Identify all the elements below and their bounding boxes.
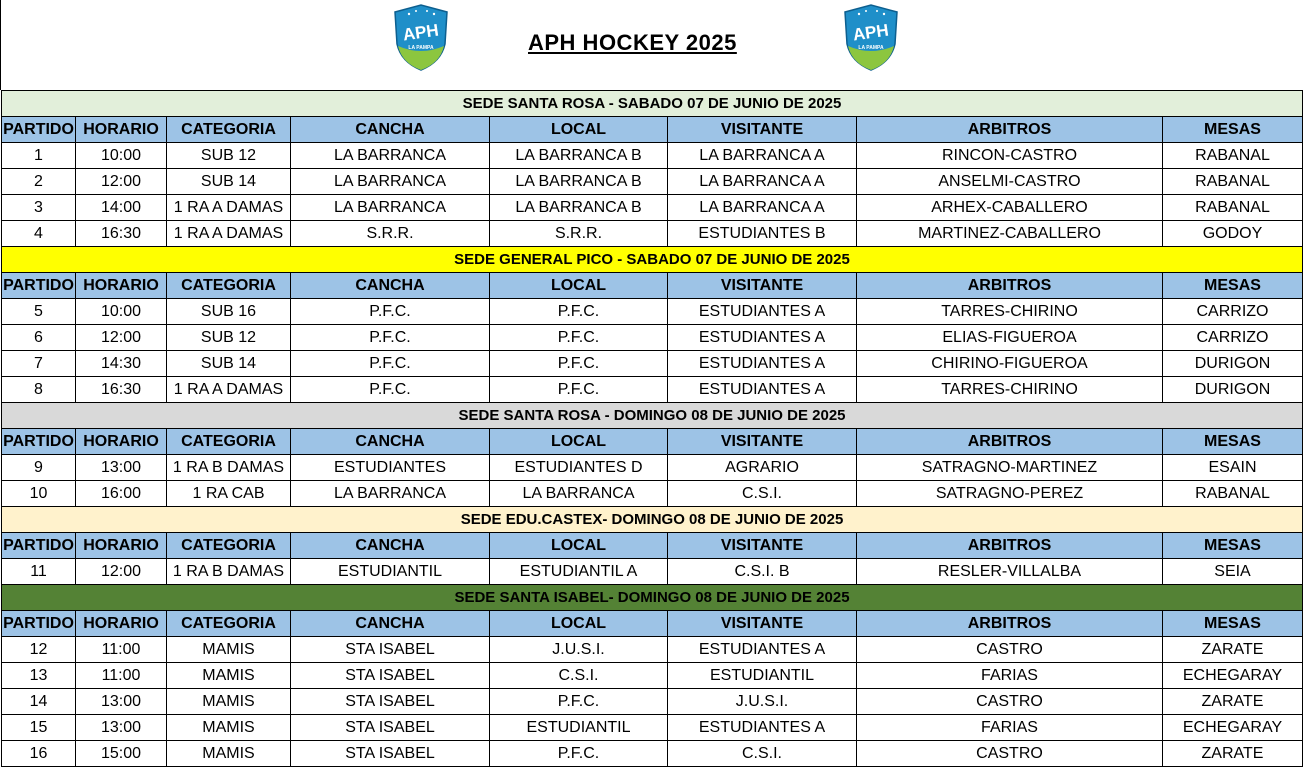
cell-visitante[interactable]: LA BARRANCA A	[668, 143, 857, 169]
table-row	[2, 741, 1303, 767]
cell-local[interactable]: P.F.C.	[490, 351, 668, 377]
column-header-categoria[interactable]: CATEGORIA	[167, 611, 291, 637]
cell-local[interactable]: LA BARRANCA B	[490, 143, 668, 169]
cell-cancha[interactable]: ESTUDIANTES	[291, 455, 490, 481]
svg-text:APH: APH	[401, 20, 440, 45]
cell-partido[interactable]: 14	[2, 689, 76, 715]
column-header-categoria[interactable]: CATEGORIA	[167, 533, 291, 559]
cell-cancha[interactable]: STA ISABEL	[291, 715, 490, 741]
cell-horario[interactable]: 16:30	[76, 377, 167, 403]
cell-visitante[interactable]: ESTUDIANTIL	[668, 663, 857, 689]
cell-visitante[interactable]: ESTUDIANTES A	[668, 299, 857, 325]
column-header-visitante[interactable]: VISITANTE	[668, 273, 857, 299]
cell-mesas[interactable]: CARRIZO	[1163, 325, 1303, 351]
cell-partido[interactable]: 4	[2, 221, 76, 247]
column-header-cancha[interactable]: CANCHA	[291, 273, 490, 299]
column-header-visitante[interactable]: VISITANTE	[668, 611, 857, 637]
cell-partido[interactable]: 8	[2, 377, 76, 403]
cell-arbitros[interactable]: MARTINEZ-CABALLERO	[857, 221, 1163, 247]
cell-visitante[interactable]: C.S.I.	[668, 481, 857, 507]
cell-horario[interactable]: 10:00	[76, 143, 167, 169]
cell-local[interactable]: P.F.C.	[490, 377, 668, 403]
cell-visitante[interactable]: ESTUDIANTES B	[668, 221, 857, 247]
cell-categoria[interactable]: 1 RA A DAMAS	[167, 221, 291, 247]
cell-partido[interactable]: 9	[2, 455, 76, 481]
cell-partido[interactable]: 12	[2, 637, 76, 663]
cell-visitante[interactable]: ESTUDIANTES A	[668, 377, 857, 403]
cell-visitante[interactable]: LA BARRANCA A	[668, 169, 857, 195]
cell-categoria[interactable]: SUB 16	[167, 299, 291, 325]
cell-visitante[interactable]: AGRARIO	[668, 455, 857, 481]
cell-visitante[interactable]: ESTUDIANTES A	[668, 637, 857, 663]
column-header-mesas[interactable]: MESAS	[1163, 611, 1303, 637]
column-header-mesas[interactable]: MESAS	[1163, 117, 1303, 143]
cell-cancha[interactable]: LA BARRANCA	[291, 195, 490, 221]
table-row	[2, 637, 1303, 663]
column-header-arbitros[interactable]: ARBITROS	[857, 533, 1163, 559]
column-header-arbitros[interactable]: ARBITROS	[857, 273, 1163, 299]
table-row	[2, 377, 1303, 403]
cell-local[interactable]: P.F.C.	[490, 741, 668, 767]
cell-partido[interactable]: 15	[2, 715, 76, 741]
cell-cancha[interactable]: ESTUDIANTIL	[291, 559, 490, 585]
column-header-visitante[interactable]: VISITANTE	[668, 117, 857, 143]
column-header-categoria[interactable]: CATEGORIA	[167, 117, 291, 143]
column-header-arbitros[interactable]: ARBITROS	[857, 611, 1163, 637]
header-area	[0, 0, 1308, 90]
cell-mesas[interactable]: RABANAL	[1163, 169, 1303, 195]
cell-categoria[interactable]: MAMIS	[167, 715, 291, 741]
section-header-row	[2, 585, 1303, 611]
section-title[interactable]: SEDE EDU.CASTEX- DOMINGO 08 DE JUNIO DE 2025	[2, 507, 1303, 533]
cell-categoria[interactable]: SUB 12	[167, 325, 291, 351]
cell-categoria[interactable]: MAMIS	[167, 741, 291, 767]
cell-mesas[interactable]: ESAIN	[1163, 455, 1303, 481]
section-header-row	[2, 507, 1303, 533]
column-header-horario[interactable]: HORARIO	[76, 533, 167, 559]
cell-visitante[interactable]: ESTUDIANTES A	[668, 715, 857, 741]
cell-categoria[interactable]: SUB 14	[167, 169, 291, 195]
cell-arbitros[interactable]: ELIAS-FIGUEROA	[857, 325, 1163, 351]
table-row	[2, 169, 1303, 195]
cell-cancha[interactable]: STA ISABEL	[291, 689, 490, 715]
table-row	[2, 221, 1303, 247]
cell-categoria[interactable]: SUB 12	[167, 143, 291, 169]
cell-partido[interactable]: 1	[2, 143, 76, 169]
cell-mesas[interactable]: RABANAL	[1163, 143, 1303, 169]
cell-local[interactable]: LA BARRANCA	[490, 481, 668, 507]
column-header-partido[interactable]: PARTIDO	[2, 611, 76, 637]
cell-cancha[interactable]: S.R.R.	[291, 221, 490, 247]
column-header-local[interactable]: LOCAL	[490, 611, 668, 637]
cell-mesas[interactable]: RABANAL	[1163, 195, 1303, 221]
cell-local[interactable]: LA BARRANCA B	[490, 169, 668, 195]
section-title[interactable]: SEDE SANTA ROSA - DOMINGO 08 DE JUNIO DE 2025	[2, 403, 1303, 429]
cell-arbitros[interactable]: TARRES-CHIRINO	[857, 377, 1163, 403]
cell-partido[interactable]: 11	[2, 559, 76, 585]
column-header-arbitros[interactable]: ARBITROS	[857, 429, 1163, 455]
cell-arbitros[interactable]: CASTRO	[857, 741, 1163, 767]
cell-visitante[interactable]: C.S.I. B	[668, 559, 857, 585]
cell-horario[interactable]: 14:30	[76, 351, 167, 377]
cell-local[interactable]: ESTUDIANTIL	[490, 715, 668, 741]
cell-local[interactable]: LA BARRANCA B	[490, 195, 668, 221]
cell-mesas[interactable]: SEIA	[1163, 559, 1303, 585]
section-title[interactable]: SEDE GENERAL PICO - SABADO 07 DE JUNIO DE 2025	[2, 247, 1303, 273]
column-header-partido[interactable]: PARTIDO	[2, 429, 76, 455]
cell-arbitros[interactable]: SATRAGNO-MARTINEZ	[857, 455, 1163, 481]
section-header-row	[2, 403, 1303, 429]
table-row	[2, 143, 1303, 169]
cell-horario[interactable]: 16:00	[76, 481, 167, 507]
cell-horario[interactable]: 12:00	[76, 325, 167, 351]
cell-partido[interactable]: 7	[2, 351, 76, 377]
column-header-categoria[interactable]: CATEGORIA	[167, 273, 291, 299]
svg-text:APH: APH	[851, 20, 890, 45]
cell-local[interactable]: P.F.C.	[490, 299, 668, 325]
table-row	[2, 559, 1303, 585]
cell-mesas[interactable]: ZARATE	[1163, 689, 1303, 715]
cell-local[interactable]: C.S.I.	[490, 663, 668, 689]
cell-mesas[interactable]: ECHEGARAY	[1163, 715, 1303, 741]
cell-mesas[interactable]: DURIGON	[1163, 377, 1303, 403]
column-header-horario[interactable]: HORARIO	[76, 273, 167, 299]
cell-visitante[interactable]: J.U.S.I.	[668, 689, 857, 715]
cell-arbitros[interactable]: TARRES-CHIRINO	[857, 299, 1163, 325]
cell-cancha[interactable]: P.F.C.	[291, 351, 490, 377]
cell-partido[interactable]: 10	[2, 481, 76, 507]
cell-mesas[interactable]: ZARATE	[1163, 741, 1303, 767]
column-header-cancha[interactable]: CANCHA	[291, 429, 490, 455]
column-header-cancha[interactable]: CANCHA	[291, 533, 490, 559]
page-title: APH HOCKEY 2025	[528, 30, 737, 55]
cell-cancha[interactable]: P.F.C.	[291, 299, 490, 325]
cell-local[interactable]: ESTUDIANTIL A	[490, 559, 668, 585]
cell-horario[interactable]: 12:00	[76, 559, 167, 585]
table-row	[2, 715, 1303, 741]
column-header-visitante[interactable]: VISITANTE	[668, 429, 857, 455]
cell-categoria[interactable]: MAMIS	[167, 637, 291, 663]
cell-local[interactable]: S.R.R.	[490, 221, 668, 247]
column-header-partido[interactable]: PARTIDO	[2, 273, 76, 299]
column-header-row	[2, 611, 1303, 637]
cell-arbitros[interactable]: FARIAS	[857, 715, 1163, 741]
cell-partido[interactable]: 2	[2, 169, 76, 195]
cell-arbitros[interactable]: ARHEX-CABALLERO	[857, 195, 1163, 221]
cell-mesas[interactable]: RABANAL	[1163, 481, 1303, 507]
svg-text:LA PAMPA: LA PAMPA	[858, 45, 884, 51]
cell-arbitros[interactable]: CASTRO	[857, 637, 1163, 663]
table-row	[2, 663, 1303, 689]
table-row	[2, 325, 1303, 351]
column-header-horario[interactable]: HORARIO	[76, 117, 167, 143]
cell-mesas[interactable]: ZARATE	[1163, 637, 1303, 663]
cell-cancha[interactable]: LA BARRANCA	[291, 169, 490, 195]
cell-arbitros[interactable]: CHIRINO-FIGUEROA	[857, 351, 1163, 377]
cell-horario[interactable]: 16:30	[76, 221, 167, 247]
cell-partido[interactable]: 16	[2, 741, 76, 767]
cell-mesas[interactable]: DURIGON	[1163, 351, 1303, 377]
cell-horario[interactable]: 10:00	[76, 299, 167, 325]
column-header-horario[interactable]: HORARIO	[76, 611, 167, 637]
cell-horario[interactable]: 14:00	[76, 195, 167, 221]
cell-local[interactable]: P.F.C.	[490, 689, 668, 715]
cell-mesas[interactable]: GODOY	[1163, 221, 1303, 247]
column-header-visitante[interactable]: VISITANTE	[668, 533, 857, 559]
cell-categoria[interactable]: 1 RA B DAMAS	[167, 455, 291, 481]
table-row	[2, 351, 1303, 377]
column-header-local[interactable]: LOCAL	[490, 429, 668, 455]
column-header-partido[interactable]: PARTIDO	[2, 533, 76, 559]
column-header-partido[interactable]: PARTIDO	[2, 117, 76, 143]
table-row	[2, 689, 1303, 715]
cell-arbitros[interactable]: FARIAS	[857, 663, 1163, 689]
cell-categoria[interactable]: 1 RA CAB	[167, 481, 291, 507]
cell-partido[interactable]: 13	[2, 663, 76, 689]
cell-cancha[interactable]: STA ISABEL	[291, 637, 490, 663]
column-header-mesas[interactable]: MESAS	[1163, 533, 1303, 559]
section-title[interactable]: SEDE SANTA ISABEL- DOMINGO 08 DE JUNIO DE 2025	[2, 585, 1303, 611]
aph-logo-right	[839, 2, 903, 72]
column-header-local[interactable]: LOCAL	[490, 117, 668, 143]
cell-cancha[interactable]: P.F.C.	[291, 325, 490, 351]
cell-partido[interactable]: 6	[2, 325, 76, 351]
column-header-mesas[interactable]: MESAS	[1163, 429, 1303, 455]
section-header-row	[2, 247, 1303, 273]
cell-visitante[interactable]: LA BARRANCA A	[668, 195, 857, 221]
cell-cancha[interactable]: STA ISABEL	[291, 663, 490, 689]
section-header-row	[2, 91, 1303, 117]
aph-logo-left	[389, 2, 453, 72]
cell-horario[interactable]: 11:00	[76, 663, 167, 689]
cell-local[interactable]: P.F.C.	[490, 325, 668, 351]
cell-arbitros[interactable]: RESLER-VILLALBA	[857, 559, 1163, 585]
cell-visitante[interactable]: C.S.I.	[668, 741, 857, 767]
column-header-row	[2, 117, 1303, 143]
cell-horario[interactable]: 15:00	[76, 741, 167, 767]
column-header-cancha[interactable]: CANCHA	[291, 611, 490, 637]
cell-partido[interactable]: 5	[2, 299, 76, 325]
cell-horario[interactable]: 12:00	[76, 169, 167, 195]
cell-visitante[interactable]: ESTUDIANTES A	[668, 351, 857, 377]
column-header-local[interactable]: LOCAL	[490, 273, 668, 299]
cell-horario[interactable]: 11:00	[76, 637, 167, 663]
table-row	[2, 299, 1303, 325]
cell-local[interactable]: J.U.S.I.	[490, 637, 668, 663]
cell-arbitros[interactable]: RINCON-CASTRO	[857, 143, 1163, 169]
section-title[interactable]: SEDE SANTA ROSA - SABADO 07 DE JUNIO DE 2025	[2, 91, 1303, 117]
cell-mesas[interactable]: CARRIZO	[1163, 299, 1303, 325]
cell-local[interactable]: ESTUDIANTES D	[490, 455, 668, 481]
schedule-table	[1, 90, 1303, 767]
cell-visitante[interactable]: ESTUDIANTES A	[668, 325, 857, 351]
cell-cancha[interactable]: LA BARRANCA	[291, 481, 490, 507]
cell-arbitros[interactable]: SATRAGNO-PEREZ	[857, 481, 1163, 507]
cell-arbitros[interactable]: CASTRO	[857, 689, 1163, 715]
cell-horario[interactable]: 13:00	[76, 689, 167, 715]
cell-cancha[interactable]: P.F.C.	[291, 377, 490, 403]
cell-categoria[interactable]: 1 RA B DAMAS	[167, 559, 291, 585]
cell-categoria[interactable]: 1 RA A DAMAS	[167, 377, 291, 403]
cell-categoria[interactable]: MAMIS	[167, 689, 291, 715]
column-header-row	[2, 533, 1303, 559]
table-row	[2, 455, 1303, 481]
column-header-local[interactable]: LOCAL	[490, 533, 668, 559]
cell-horario[interactable]: 13:00	[76, 455, 167, 481]
column-header-cancha[interactable]: CANCHA	[291, 117, 490, 143]
column-header-categoria[interactable]: CATEGORIA	[167, 429, 291, 455]
cell-cancha[interactable]: STA ISABEL	[291, 741, 490, 767]
table-row	[2, 195, 1303, 221]
column-header-arbitros[interactable]: ARBITROS	[857, 117, 1163, 143]
cell-categoria[interactable]: MAMIS	[167, 663, 291, 689]
table-row	[2, 481, 1303, 507]
cell-arbitros[interactable]: ANSELMI-CASTRO	[857, 169, 1163, 195]
column-header-row	[2, 429, 1303, 455]
column-header-row	[2, 273, 1303, 299]
cell-horario[interactable]: 13:00	[76, 715, 167, 741]
cell-categoria[interactable]: 1 RA A DAMAS	[167, 195, 291, 221]
cell-categoria[interactable]: SUB 14	[167, 351, 291, 377]
cell-cancha[interactable]: LA BARRANCA	[291, 143, 490, 169]
cell-mesas[interactable]: ECHEGARAY	[1163, 663, 1303, 689]
column-header-horario[interactable]: HORARIO	[76, 429, 167, 455]
svg-text:LA PAMPA: LA PAMPA	[408, 45, 434, 51]
cell-partido[interactable]: 3	[2, 195, 76, 221]
column-header-mesas[interactable]: MESAS	[1163, 273, 1303, 299]
